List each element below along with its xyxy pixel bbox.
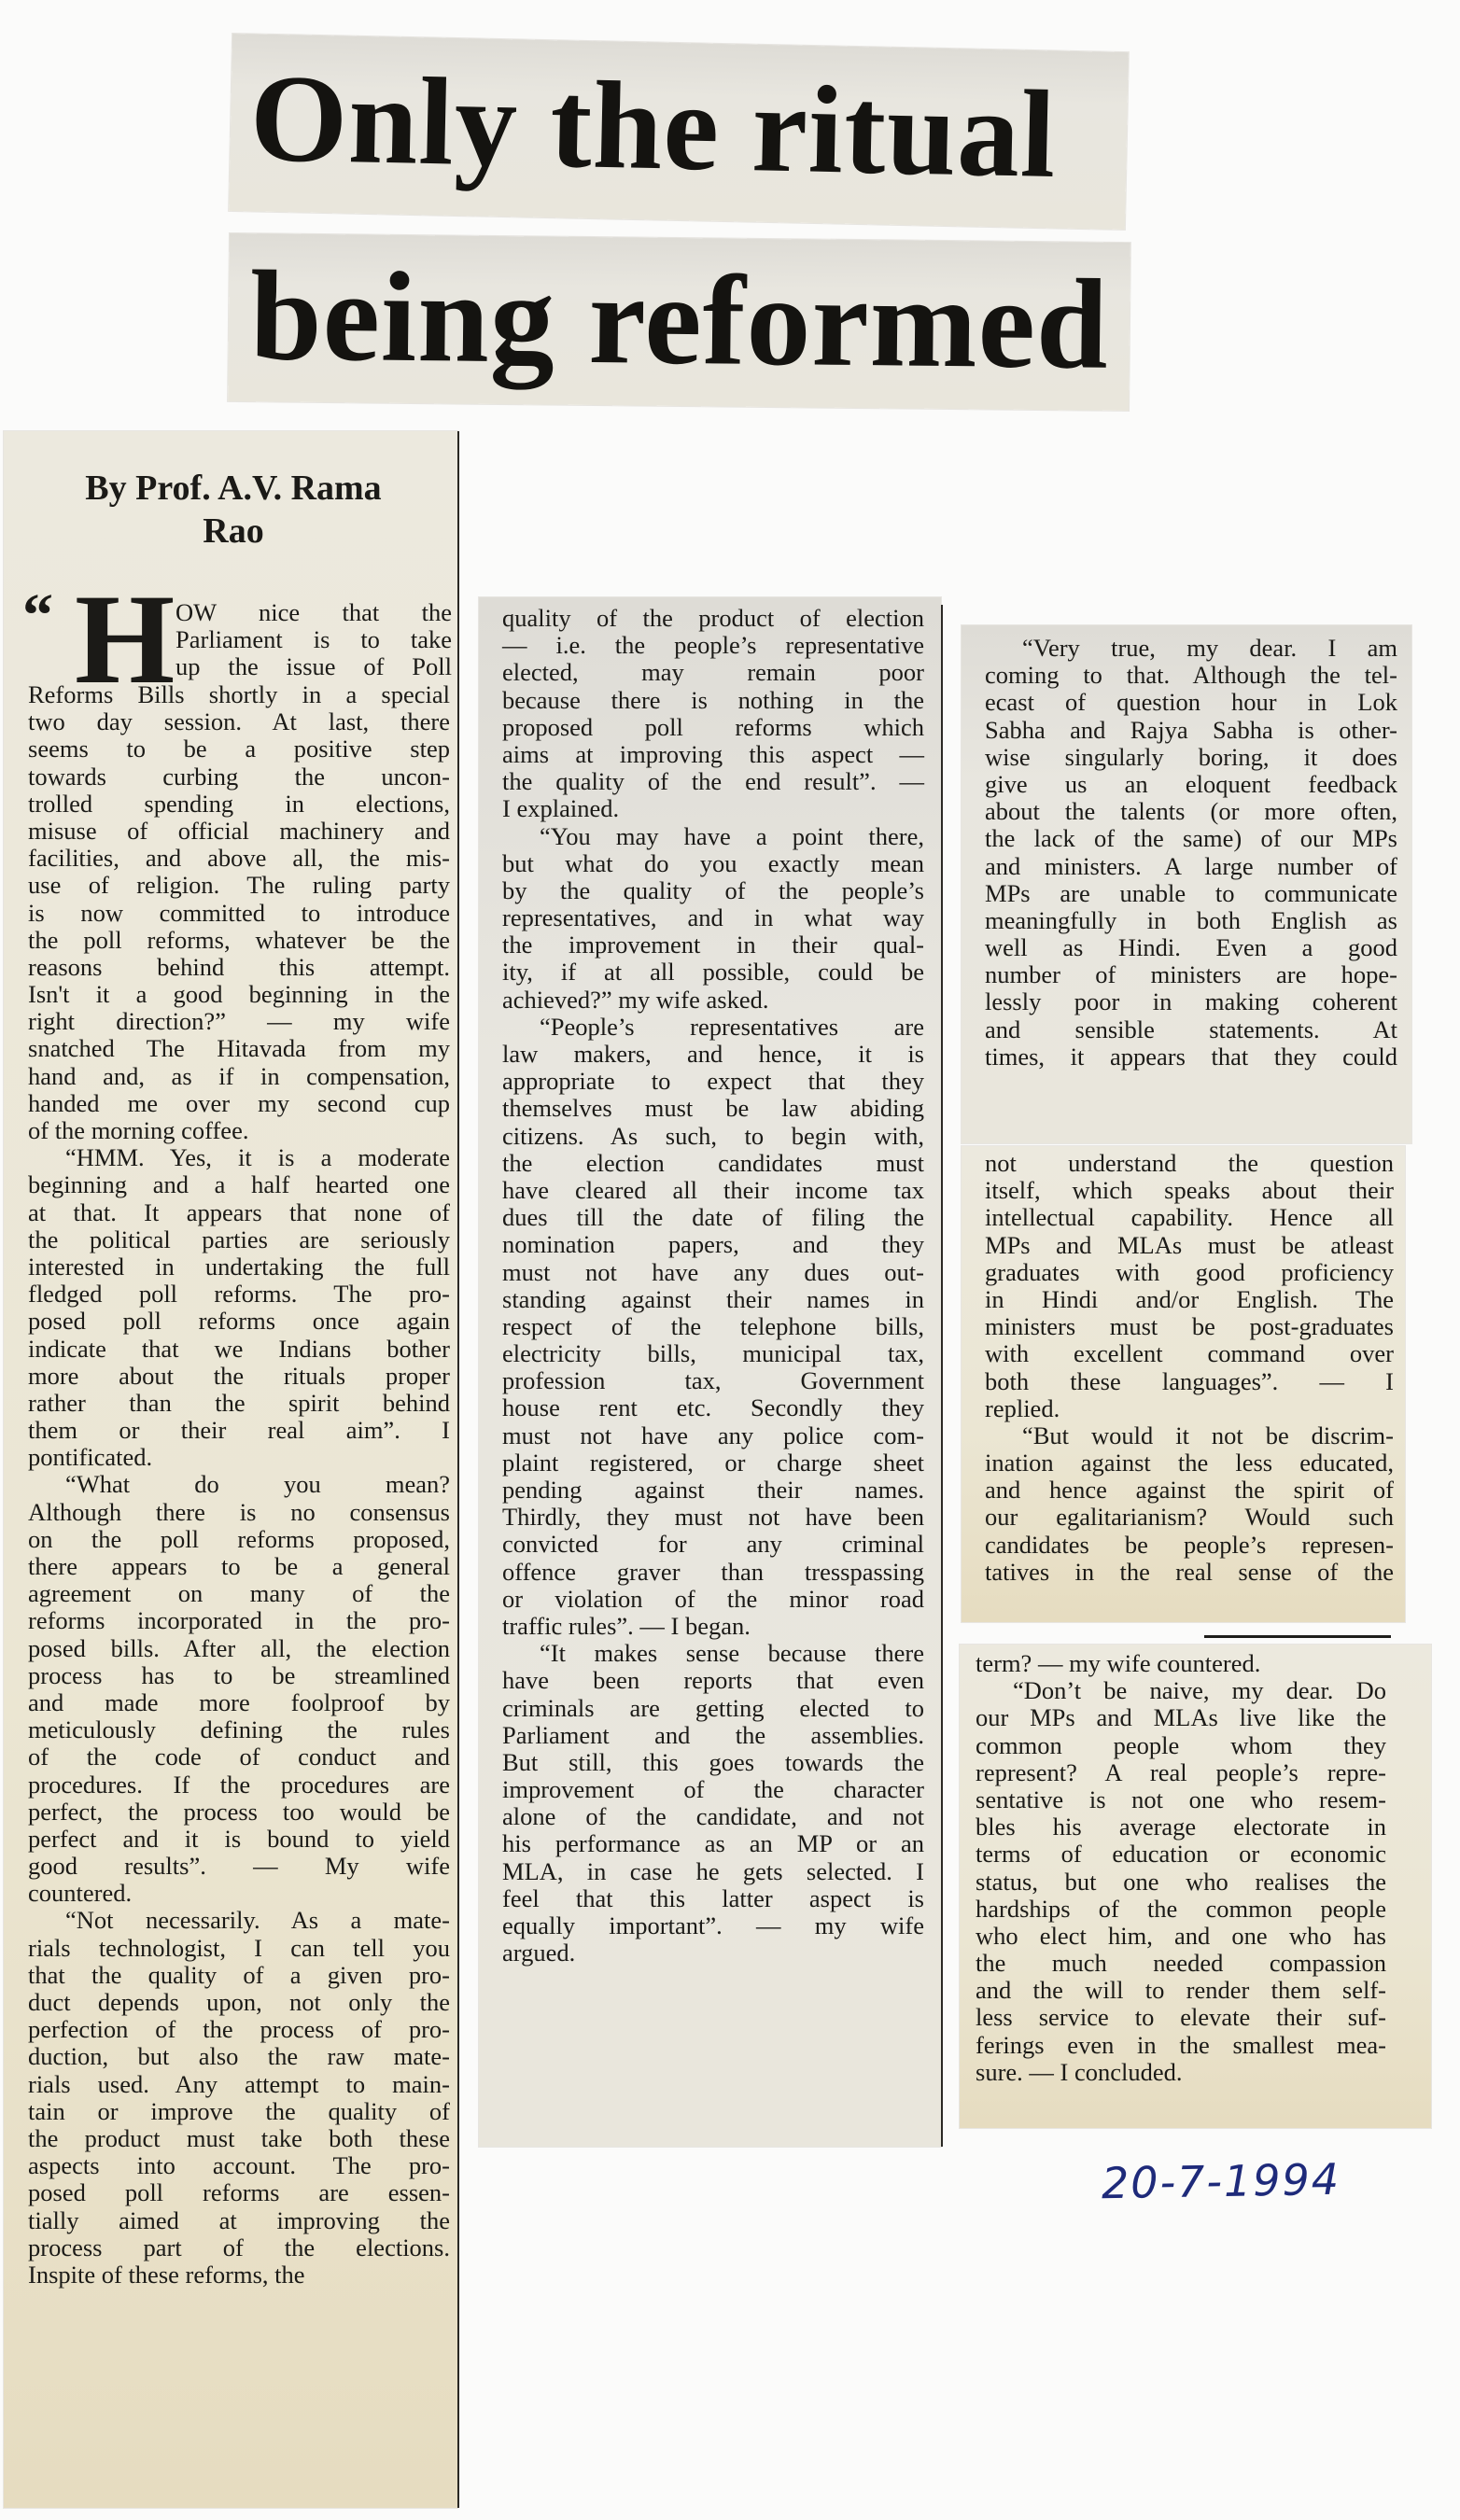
text-line: procedures. If the procedures are bbox=[28, 1770, 450, 1799]
text-line: But still, this goes towards the bbox=[502, 1747, 924, 1776]
text-line: lessly poor in making coherent bbox=[985, 987, 1397, 1016]
text-line: Parliament and the assemblies. bbox=[502, 1720, 924, 1749]
text-line: Reforms Bills shortly in a special bbox=[28, 680, 450, 708]
text-line: there appears to be a general bbox=[28, 1552, 450, 1580]
text-line: “Not necessarily. As a mate- bbox=[65, 1906, 450, 1935]
text-line: improvement of the character bbox=[502, 1775, 924, 1804]
text-line: “It makes sense because there bbox=[540, 1639, 924, 1668]
text-line: Isn't it a good beginning in the bbox=[28, 980, 450, 1009]
text-line: and hence against the spirit of bbox=[985, 1476, 1394, 1505]
text-line: tain or improve the quality of bbox=[28, 2096, 450, 2125]
text-line: of the morning coffee. bbox=[28, 1116, 249, 1144]
text-line: hardships of the common people bbox=[976, 1894, 1386, 1923]
column-2-right-rule bbox=[941, 605, 943, 2147]
text-line: Parliament is to take bbox=[175, 625, 452, 654]
column-3-body-bottom bbox=[976, 1650, 1386, 2086]
text-line: traffic rules”. — I began. bbox=[502, 1611, 751, 1640]
text-line: have been reports that even bbox=[502, 1666, 924, 1695]
text-line: good results”. — My wife bbox=[28, 1852, 450, 1881]
text-line: perfection of the process of pro- bbox=[28, 2015, 450, 2044]
column-1-body bbox=[28, 681, 450, 2289]
text-line: elected, may remain poor bbox=[502, 658, 924, 687]
text-line: both these languages”. — I bbox=[985, 1366, 1394, 1395]
text-line: number of ministers are hope- bbox=[985, 960, 1397, 989]
text-line: in Hindi and/or English. The bbox=[985, 1284, 1394, 1313]
text-line: interested in undertaking the full bbox=[28, 1252, 450, 1281]
text-line: “What do you mean? bbox=[65, 1470, 450, 1499]
text-line: or violation of the minor road bbox=[502, 1584, 924, 1613]
text-line: profession tax, Government bbox=[502, 1366, 924, 1395]
text-line: countered. bbox=[28, 1879, 133, 1908]
text-line: electricity bills, municipal tax, bbox=[502, 1339, 924, 1368]
text-line: them or their real aim”. I bbox=[28, 1416, 450, 1445]
text-line: common people whom they bbox=[976, 1730, 1386, 1759]
text-line: our MPs and MLAs live like the bbox=[976, 1703, 1386, 1732]
text-line: status, but one who realises the bbox=[976, 1867, 1386, 1896]
text-line: representatives, and in what way bbox=[502, 903, 924, 932]
text-line: OW nice that the bbox=[175, 598, 452, 626]
headline-line-1: Only the ritual bbox=[248, 48, 1059, 204]
text-line: sure. — I concluded. bbox=[976, 2057, 1183, 2086]
text-line: hand and, as if in compensation, bbox=[28, 1061, 450, 1090]
text-line: quality of the product of election bbox=[502, 604, 924, 632]
text-line: but what do you exactly mean bbox=[502, 848, 924, 877]
text-line: must not have any dues out- bbox=[502, 1257, 924, 1286]
text-line: not understand the question bbox=[985, 1149, 1394, 1177]
text-line: agreement on many of the bbox=[28, 1579, 450, 1608]
text-line: on the poll reforms proposed, bbox=[28, 1524, 450, 1553]
text-line: towards curbing the uncon- bbox=[28, 762, 450, 791]
text-line: itself, which speaks about their bbox=[985, 1176, 1394, 1205]
text-line: MPs and MLAs must be atleast bbox=[985, 1230, 1394, 1259]
text-line: “HMM. Yes, it is a moderate bbox=[65, 1143, 450, 1172]
text-line: rather than the spirit behind bbox=[28, 1388, 450, 1417]
text-line: facilities, and above all, the mis- bbox=[28, 844, 450, 873]
text-line: handed me over my second cup bbox=[28, 1088, 450, 1117]
text-line: replied. bbox=[985, 1393, 1060, 1422]
text-line: have cleared all their income tax bbox=[502, 1175, 924, 1204]
text-line: use of religion. The ruling party bbox=[28, 871, 450, 900]
text-line: that the quality of a given pro- bbox=[28, 1960, 450, 1989]
text-line: intellectual capability. Hence all bbox=[985, 1203, 1394, 1232]
dropcap-letter: H bbox=[75, 567, 175, 710]
text-line: ferings even in the smallest mea- bbox=[976, 2030, 1386, 2059]
text-line: dues till the date of filing the bbox=[502, 1203, 924, 1232]
text-line: ity, if at all possible, could be bbox=[502, 958, 924, 987]
text-line: ministers must be post-graduates bbox=[985, 1312, 1394, 1341]
text-line: perfect, the process too would be bbox=[28, 1797, 450, 1826]
text-line: the improvement in their qual- bbox=[502, 931, 924, 959]
text-line: respect of the telephone bills, bbox=[502, 1311, 924, 1340]
text-line: meticulously defining the rules bbox=[28, 1715, 450, 1744]
text-line: about the talents (or more often, bbox=[985, 797, 1397, 826]
column-3-body-middle bbox=[985, 1150, 1394, 1586]
text-line: I explained. bbox=[502, 794, 620, 823]
text-line: snatched The Hitavada from my bbox=[28, 1034, 450, 1063]
text-line: alone of the candidate, and not bbox=[502, 1802, 924, 1831]
text-line: “People’s representatives are bbox=[540, 1012, 924, 1041]
text-line: two day session. At last, there bbox=[28, 707, 450, 736]
text-line: give us an eloquent feedback bbox=[985, 769, 1397, 798]
text-line: process part of the elections. bbox=[28, 2233, 450, 2261]
text-line: times, it appears that they could bbox=[985, 1042, 1397, 1071]
text-line: seems to be a positive step bbox=[28, 735, 450, 763]
text-line: house rent etc. Secondly they bbox=[502, 1393, 924, 1422]
text-line: misuse of official machinery and bbox=[28, 816, 450, 845]
text-line: achieved?” my wife asked. bbox=[502, 985, 769, 1014]
text-line: because there is nothing in the bbox=[502, 685, 924, 714]
text-line: rials technologist, I can tell you bbox=[28, 1933, 450, 1962]
text-line: feel that this latter aspect is bbox=[502, 1883, 924, 1912]
text-line: the election candidates must bbox=[502, 1148, 924, 1177]
text-line: ination against the less educated, bbox=[985, 1449, 1394, 1477]
text-line: “Very true, my dear. I am bbox=[1022, 634, 1397, 662]
text-line: and ministers. A large number of bbox=[985, 851, 1397, 880]
text-line: fledged poll reforms. The pro- bbox=[28, 1280, 450, 1309]
column-1-dropcap-text bbox=[175, 599, 452, 681]
text-line: by the quality of the people’s bbox=[502, 875, 924, 904]
text-line: “Don’t be naive, my dear. Do bbox=[1013, 1676, 1386, 1705]
handwritten-date: 20-7-1994 bbox=[1101, 2153, 1341, 2209]
text-line: meaningfully in both English as bbox=[985, 905, 1397, 934]
text-line: themselves must be law abiding bbox=[502, 1094, 924, 1123]
text-line: the lack of the same) of our MPs bbox=[985, 824, 1397, 853]
text-line: beginning and a half hearted one bbox=[28, 1170, 450, 1199]
text-line: the quality of the end result”. — bbox=[502, 767, 924, 796]
text-line: must not have any police com- bbox=[502, 1421, 924, 1449]
text-line: tially aimed at improving the bbox=[28, 2205, 450, 2234]
text-line: rials used. Any attempt to main- bbox=[28, 2069, 450, 2098]
text-line: our egalitarianism? Would such bbox=[985, 1503, 1394, 1532]
text-line: posed poll reforms are essen- bbox=[28, 2178, 450, 2207]
text-line: indicate that we Indians bother bbox=[28, 1334, 450, 1363]
column-2-body bbox=[502, 605, 924, 1967]
byline bbox=[28, 467, 439, 553]
text-line: appropriate to expect that they bbox=[502, 1067, 924, 1096]
text-line: less service to elevate their suf- bbox=[976, 2003, 1386, 2032]
text-line: up the issue of Poll bbox=[175, 652, 452, 681]
text-line: “You may have a point there, bbox=[540, 821, 924, 850]
text-line: aims at improving this aspect — bbox=[502, 739, 924, 768]
text-line: is now committed to introduce bbox=[28, 898, 450, 927]
text-line: MPs are unable to communicate bbox=[985, 878, 1397, 907]
text-line: and made more foolproof by bbox=[28, 1687, 450, 1716]
text-line: equally important”. — my wife bbox=[502, 1911, 924, 1939]
text-line: Although there is no consensus bbox=[28, 1497, 450, 1526]
text-line: the political parties are seriously bbox=[28, 1225, 450, 1253]
text-line: who elect him, and one who has bbox=[976, 1921, 1386, 1950]
text-line: at that. It appears that none of bbox=[28, 1197, 450, 1226]
text-line: argued. bbox=[502, 1939, 576, 1967]
text-line: his performance as an MP or an bbox=[502, 1829, 924, 1858]
text-line: represent? A real people’s repre- bbox=[976, 1757, 1386, 1786]
text-line: more about the rituals proper bbox=[28, 1361, 450, 1390]
text-line: tatives in the real sense of the bbox=[985, 1557, 1394, 1586]
headline-line-2: being reformed bbox=[249, 244, 1110, 396]
text-line: perfect and it is bound to yield bbox=[28, 1824, 450, 1853]
text-line: and the will to render them self- bbox=[976, 1976, 1386, 2005]
text-line: pending against their names. bbox=[502, 1476, 924, 1504]
text-line: duct depends upon, not only the bbox=[28, 1988, 450, 2016]
text-line: candidates be people’s represen- bbox=[985, 1530, 1394, 1559]
text-line: Inspite of these reforms, the bbox=[28, 2260, 305, 2289]
dropcap-quote-mark: “ bbox=[22, 581, 53, 650]
text-line: terms of education or economic bbox=[976, 1840, 1386, 1869]
text-line: the much needed compassion bbox=[976, 1949, 1386, 1978]
text-line: posed bills. After all, the election bbox=[28, 1633, 450, 1662]
byline-line-1: By Prof. A.V. Rama bbox=[85, 469, 382, 508]
text-line: with excellent command over bbox=[985, 1339, 1394, 1368]
text-line: graduates with good proficiency bbox=[985, 1257, 1394, 1286]
text-line: duction, but also the raw mate- bbox=[28, 2042, 450, 2071]
text-line: — i.e. the people’s representative bbox=[502, 631, 924, 660]
text-line: wise singularly boring, it does bbox=[985, 742, 1397, 771]
column-1-right-rule bbox=[457, 431, 459, 2508]
text-line: trolled spending in elections, bbox=[28, 789, 450, 818]
text-line: reasons behind this attempt. bbox=[28, 952, 450, 981]
text-line: posed poll reforms once again bbox=[28, 1307, 450, 1336]
text-line: standing against their names in bbox=[502, 1284, 924, 1313]
text-line: coming to that. Although the tel- bbox=[985, 661, 1397, 690]
text-line: “But would it not be discrim- bbox=[1022, 1421, 1394, 1449]
text-line: the poll reforms, whatever be the bbox=[28, 925, 450, 954]
text-line: sentative is not one who resem- bbox=[976, 1785, 1386, 1813]
text-line: process has to be streamlined bbox=[28, 1660, 450, 1689]
text-line: term? — my wife countered. bbox=[976, 1649, 1261, 1677]
text-line: law makers, and hence, it is bbox=[502, 1040, 924, 1068]
text-line: proposed poll reforms which bbox=[502, 712, 924, 741]
text-line: Thirdly, they must not have been bbox=[502, 1503, 924, 1532]
text-line: nomination papers, and they bbox=[502, 1230, 924, 1259]
text-line: Sabha and Rajya Sabha is other- bbox=[985, 715, 1397, 744]
text-line: plaint registered, or charge sheet bbox=[502, 1448, 924, 1477]
text-line: and sensible statements. At bbox=[985, 1015, 1397, 1043]
text-line: offence graver than tresspassing bbox=[502, 1557, 924, 1586]
text-line: aspects into account. The pro- bbox=[28, 2151, 450, 2180]
text-line: convicted for any criminal bbox=[502, 1530, 924, 1559]
text-line: of the code of conduct and bbox=[28, 1743, 450, 1771]
text-line: the product must take both these bbox=[28, 2123, 450, 2152]
text-line: well as Hindi. Even a good bbox=[985, 933, 1397, 962]
text-line: pontificated. bbox=[28, 1443, 153, 1472]
text-line: bles his average electorate in bbox=[976, 1813, 1386, 1841]
text-line: MLA, in case he gets selected. I bbox=[502, 1856, 924, 1885]
text-line: criminals are getting elected to bbox=[502, 1693, 924, 1722]
text-line: ecast of question hour in Lok bbox=[985, 688, 1397, 717]
byline-line-2: Rao bbox=[203, 511, 264, 551]
column-3-body-top bbox=[985, 635, 1397, 1071]
text-line: citizens. As such, to begin with, bbox=[502, 1121, 924, 1150]
text-line: reforms incorporated in the pro- bbox=[28, 1606, 450, 1635]
text-line: right direction?” — my wife bbox=[28, 1007, 450, 1036]
column-3-section-rule bbox=[1204, 1635, 1391, 1638]
